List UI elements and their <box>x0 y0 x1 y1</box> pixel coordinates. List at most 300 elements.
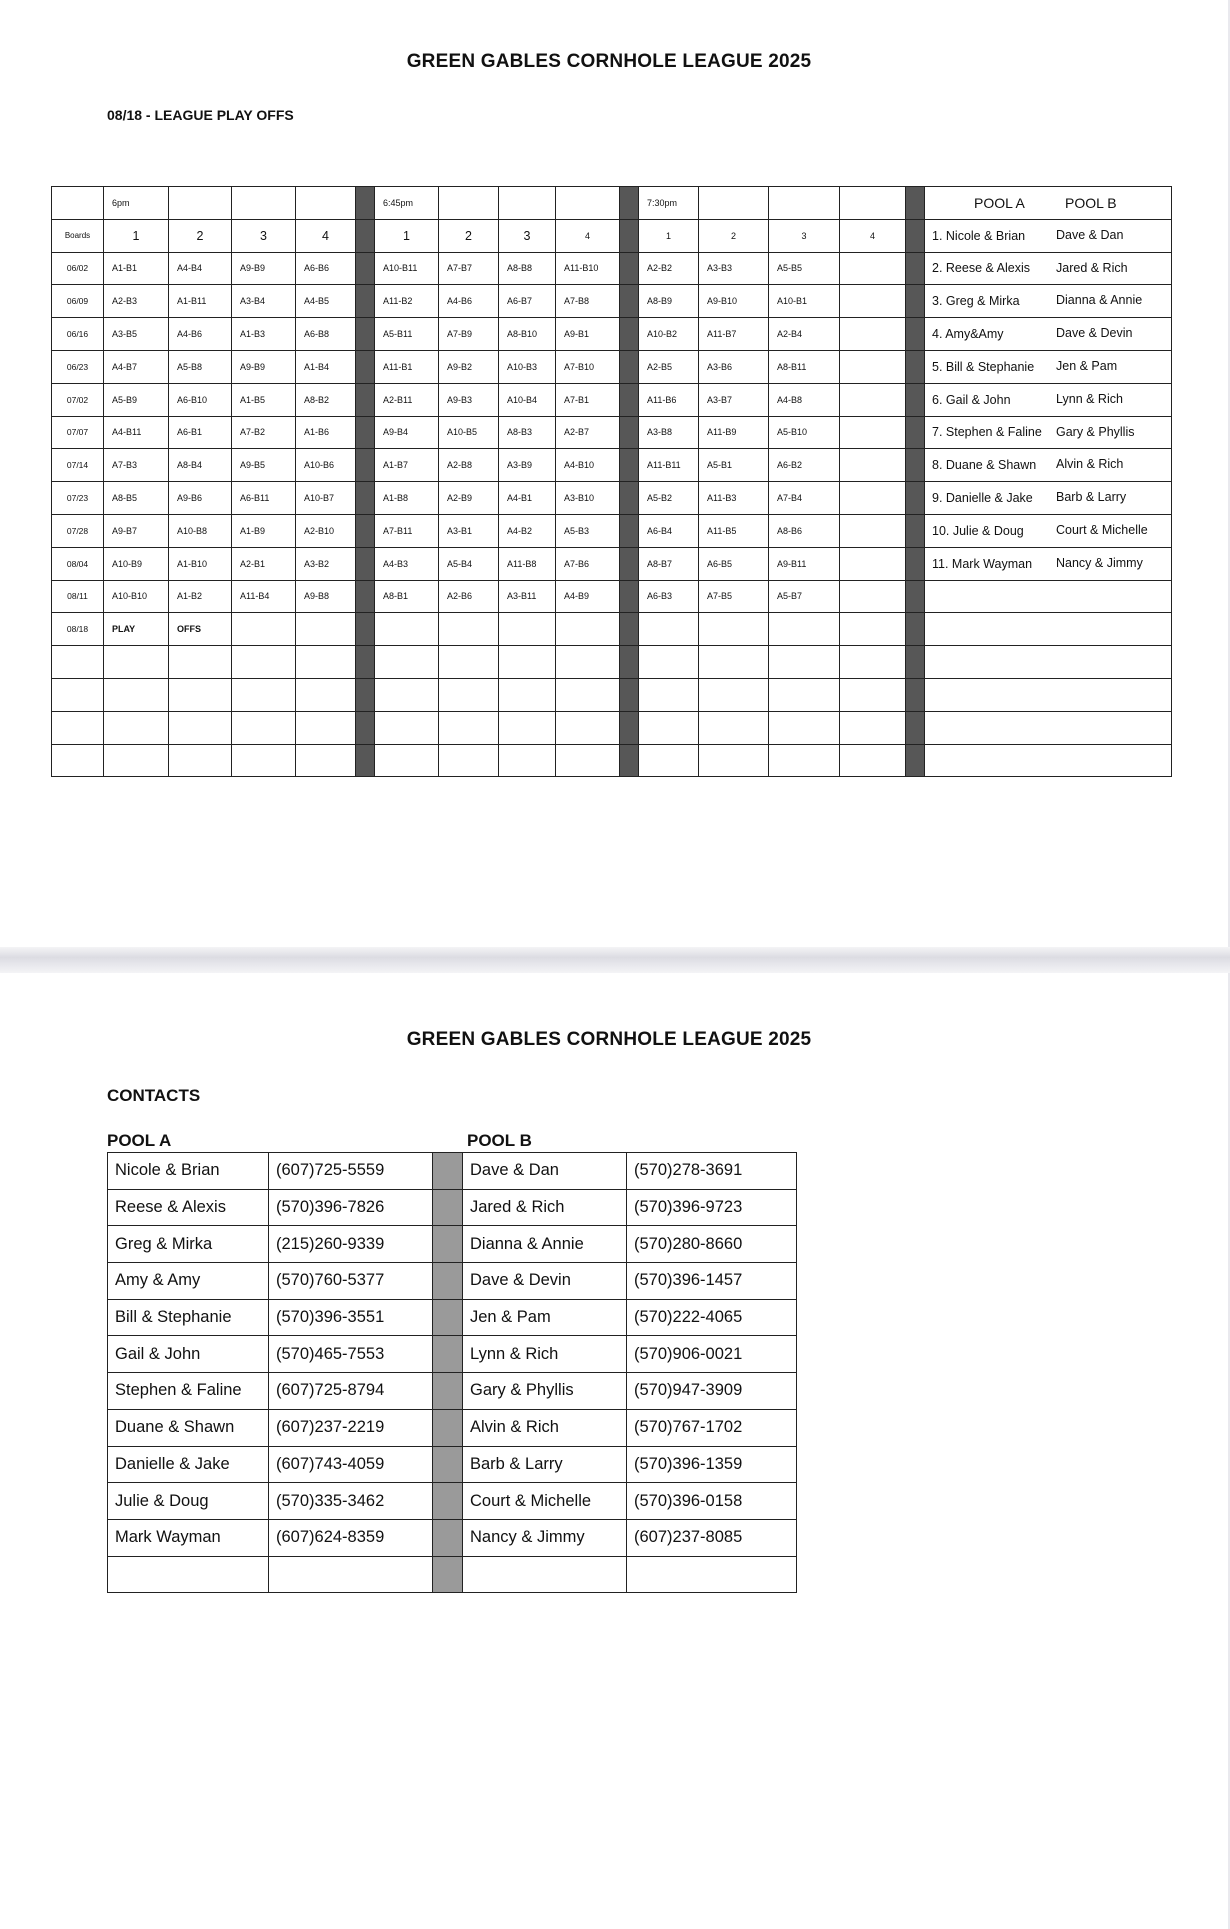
pool-a-header: POOL A <box>974 195 1025 211</box>
column-separator <box>433 1189 463 1226</box>
page-title: GREEN GABLES CORNHOLE LEAGUE 2025 <box>406 51 812 72</box>
pool-a-team: 9. Danielle & Jake <box>932 491 1033 506</box>
matchup-cell: A1-B5 <box>232 383 296 416</box>
blank-cell <box>296 187 356 220</box>
matchup-cell: A1-B4 <box>296 350 356 383</box>
pool-cell <box>925 449 1172 482</box>
matchup-cell: A4-B8 <box>769 383 840 416</box>
pool-b-team-name: Dave & Dan <box>463 1153 627 1190</box>
matchup-cell: A5-B10 <box>769 416 840 449</box>
matchup-cell <box>840 613 906 646</box>
pool-b-phone: (570)278-3691 <box>627 1153 797 1190</box>
blank-cell <box>499 646 556 679</box>
matchup-cell: A5-B8 <box>169 350 232 383</box>
matchup-cell: A10-B6 <box>296 449 356 482</box>
pool-cell <box>925 613 1172 646</box>
column-separator <box>356 383 375 416</box>
matchup-cell: A1-B6 <box>296 416 356 449</box>
matchup-cell: A6-B6 <box>296 252 356 285</box>
pool-b-team: Alvin & Rich <box>1056 457 1124 472</box>
board-number: 2 <box>699 219 769 252</box>
column-separator <box>906 219 925 252</box>
column-separator <box>356 318 375 351</box>
blank-cell <box>925 646 1172 679</box>
matchup-cell: A7-B11 <box>375 514 439 547</box>
schedule-row <box>52 416 1172 449</box>
blank-cell <box>169 187 232 220</box>
blank-cell <box>296 744 356 777</box>
board-number: 1 <box>104 219 169 252</box>
matchup-cell: A4-B10 <box>556 449 620 482</box>
matchup-cell: A3-B3 <box>699 252 769 285</box>
blank-cell <box>925 711 1172 744</box>
pool-a-team-name <box>108 1556 269 1593</box>
pool-a-phone: (607)725-8794 <box>269 1373 433 1410</box>
matchup-cell: A11-B9 <box>699 416 769 449</box>
pool-a-team: 2. Reese & Alexis <box>932 261 1030 276</box>
matchup-cell: A4-B9 <box>556 580 620 613</box>
column-separator <box>356 416 375 449</box>
matchup-cell: A9-B9 <box>232 252 296 285</box>
column-separator <box>620 318 639 351</box>
matchup-cell <box>439 613 499 646</box>
matchup-cell: A3-B10 <box>556 482 620 515</box>
blank-cell <box>232 711 296 744</box>
matchup-cell: A5-B5 <box>769 252 840 285</box>
date-cell: 06/23 <box>52 350 104 383</box>
pool-a-team-name: Nicole & Brian <box>108 1153 269 1190</box>
matchup-cell: A4-B11 <box>104 416 169 449</box>
blank-cell <box>556 744 620 777</box>
blank-cell <box>699 646 769 679</box>
pool-a-team: 10. Julie & Doug <box>932 523 1024 538</box>
matchup-cell: A9-B1 <box>556 318 620 351</box>
matchup-cell: A10-B7 <box>296 482 356 515</box>
column-separator <box>906 678 925 711</box>
blank-cell <box>439 678 499 711</box>
matchup-cell: A5-B11 <box>375 318 439 351</box>
matchup-cell: A5-B4 <box>439 547 499 580</box>
blank-cell <box>925 744 1172 777</box>
pool-b-phone: (570)396-1457 <box>627 1263 797 1300</box>
matchup-cell: A2-B7 <box>556 416 620 449</box>
schedule-row <box>52 482 1172 515</box>
schedule-row <box>52 613 1172 646</box>
pool-cell <box>925 547 1172 580</box>
pool-cell <box>925 514 1172 547</box>
pool-a-team-name: Duane & Shawn <box>108 1409 269 1446</box>
schedule-row <box>52 580 1172 613</box>
matchup-cell: A7-B8 <box>556 285 620 318</box>
matchup-cell <box>840 383 906 416</box>
pool-b-phone <box>627 1556 797 1593</box>
pool-b-team-name: Jared & Rich <box>463 1189 627 1226</box>
pool-a-team-name: Mark Wayman <box>108 1519 269 1556</box>
column-separator <box>356 646 375 679</box>
matchup-cell: A9-B4 <box>375 416 439 449</box>
schedule-row <box>52 547 1172 580</box>
blank-cell <box>925 678 1172 711</box>
matchup-cell: A2-B6 <box>439 580 499 613</box>
column-separator <box>356 482 375 515</box>
empty-row <box>52 646 1172 679</box>
blank-cell <box>375 711 439 744</box>
matchup-cell: A1-B8 <box>375 482 439 515</box>
pool-b-team-name <box>463 1556 627 1593</box>
matchup-cell: A11-B10 <box>556 252 620 285</box>
pool-b-team: Nancy & Jimmy <box>1056 555 1143 570</box>
pool-cell <box>925 350 1172 383</box>
blank-cell <box>499 711 556 744</box>
matchup-cell: A5-B2 <box>639 482 699 515</box>
column-separator <box>906 252 925 285</box>
pool-b-phone: (570)280-8660 <box>627 1226 797 1263</box>
blank-cell <box>52 187 104 220</box>
pool-b-heading: POOL B <box>467 1131 532 1150</box>
blank-cell <box>840 187 906 220</box>
blank-cell <box>639 646 699 679</box>
column-separator <box>906 449 925 482</box>
column-separator <box>433 1373 463 1410</box>
matchup-cell: A5-B9 <box>104 383 169 416</box>
column-separator <box>906 613 925 646</box>
date-cell: 06/02 <box>52 252 104 285</box>
column-separator <box>620 711 639 744</box>
pool-b-team-name: Lynn & Rich <box>463 1336 627 1373</box>
matchup-cell: A4-B3 <box>375 547 439 580</box>
matchup-cell: A9-B9 <box>232 350 296 383</box>
column-separator <box>433 1263 463 1300</box>
pool-b-team: Dave & Devin <box>1056 326 1133 341</box>
pool-cell <box>925 285 1172 318</box>
date-cell: 07/23 <box>52 482 104 515</box>
blank-cell <box>439 187 499 220</box>
pool-b-phone: (570)906-0021 <box>627 1336 797 1373</box>
matchup-cell: A1-B11 <box>169 285 232 318</box>
schedule-row <box>52 350 1172 383</box>
matchup-cell: A7-B5 <box>699 580 769 613</box>
pool-a-team-name: Danielle & Jake <box>108 1446 269 1483</box>
empty-row <box>52 678 1172 711</box>
matchup-cell: A4-B6 <box>439 285 499 318</box>
blank-cell <box>556 646 620 679</box>
blank-cell <box>439 646 499 679</box>
pool-a-phone: (607)624-8359 <box>269 1519 433 1556</box>
column-separator <box>433 1336 463 1373</box>
pool-a-phone: (570)396-3551 <box>269 1299 433 1336</box>
schedule-row <box>52 318 1172 351</box>
matchup-cell: A11-B7 <box>699 318 769 351</box>
pool-b-team-name: Nancy & Jimmy <box>463 1519 627 1556</box>
matchup-cell: A6-B1 <box>169 416 232 449</box>
pool-cell <box>925 219 1172 252</box>
pool-b-phone: (570)396-1359 <box>627 1446 797 1483</box>
matchup-cell: A2-B11 <box>375 383 439 416</box>
matchup-cell: A4-B4 <box>169 252 232 285</box>
matchup-cell: A11-B6 <box>639 383 699 416</box>
matchup-cell: A7-B7 <box>439 252 499 285</box>
blank-cell <box>556 678 620 711</box>
pool-b-phone: (570)396-9723 <box>627 1189 797 1226</box>
page-title: GREEN GABLES CORNHOLE LEAGUE 2025 <box>406 1029 812 1050</box>
pool-cell <box>925 383 1172 416</box>
pool-b-team: Jen & Pam <box>1056 358 1118 373</box>
time-slot-label: 6pm <box>104 187 169 220</box>
matchup-cell: A11-B8 <box>499 547 556 580</box>
pool-a-phone: (570)335-3462 <box>269 1483 433 1520</box>
blank-cell <box>232 678 296 711</box>
column-separator <box>620 514 639 547</box>
board-number: 3 <box>499 219 556 252</box>
board-number: 1 <box>639 219 699 252</box>
matchup-cell: A9-B5 <box>232 449 296 482</box>
matchup-cell: A9-B3 <box>439 383 499 416</box>
matchup-cell: A2-B1 <box>232 547 296 580</box>
matchup-cell: A9-B6 <box>169 482 232 515</box>
matchup-cell: A10-B1 <box>769 285 840 318</box>
column-separator <box>906 547 925 580</box>
blank-cell <box>639 744 699 777</box>
matchup-cell: A5-B7 <box>769 580 840 613</box>
blank-cell <box>52 678 104 711</box>
contact-row <box>108 1189 797 1226</box>
pool-b-team-name: Alvin & Rich <box>463 1409 627 1446</box>
matchup-cell: A11-B2 <box>375 285 439 318</box>
board-number: 2 <box>169 219 232 252</box>
matchup-cell <box>840 482 906 515</box>
column-separator <box>620 449 639 482</box>
matchup-cell: A4-B1 <box>499 482 556 515</box>
column-separator <box>356 350 375 383</box>
pool-cell <box>925 252 1172 285</box>
column-separator <box>906 383 925 416</box>
matchup-cell: A10-B10 <box>104 580 169 613</box>
matchup-cell: A2-B4 <box>769 318 840 351</box>
pool-a-team: 7. Stephen & Faline <box>932 425 1042 440</box>
column-separator <box>620 646 639 679</box>
blank-cell <box>375 678 439 711</box>
column-separator <box>620 744 639 777</box>
pool-cell <box>925 580 1172 613</box>
matchup-cell <box>232 613 296 646</box>
column-separator <box>356 514 375 547</box>
blank-cell <box>439 711 499 744</box>
blank-cell <box>169 646 232 679</box>
matchup-cell <box>699 613 769 646</box>
matchup-cell <box>840 547 906 580</box>
matchup-cell: A8-B5 <box>104 482 169 515</box>
matchup-cell: A7-B1 <box>556 383 620 416</box>
contact-row <box>108 1483 797 1520</box>
pool-b-team-name: Jen & Pam <box>463 1299 627 1336</box>
matchup-cell: A11-B3 <box>699 482 769 515</box>
pool-b-team-name: Barb & Larry <box>463 1446 627 1483</box>
date-cell: 07/14 <box>52 449 104 482</box>
matchup-cell: A9-B10 <box>699 285 769 318</box>
blank-cell <box>499 187 556 220</box>
matchup-cell: A2-B8 <box>439 449 499 482</box>
matchup-cell: A3-B5 <box>104 318 169 351</box>
blank-cell <box>699 711 769 744</box>
matchup-cell: A11-B1 <box>375 350 439 383</box>
pool-a-team: 11. Mark Wayman <box>932 556 1033 571</box>
pool-a-team: 1. Nicole & Brian <box>932 228 1026 243</box>
column-separator <box>356 678 375 711</box>
blank-cell <box>52 711 104 744</box>
matchup-cell: A10-B8 <box>169 514 232 547</box>
column-separator <box>356 744 375 777</box>
matchup-cell: A8-B1 <box>375 580 439 613</box>
matchup-cell: A8-B6 <box>769 514 840 547</box>
matchup-cell: A10-B4 <box>499 383 556 416</box>
blank-cell <box>769 711 840 744</box>
column-separator <box>620 252 639 285</box>
pool-a-team: 4. Amy&Amy <box>932 327 1004 342</box>
pool-header-cell <box>925 187 1172 220</box>
blank-cell <box>840 646 906 679</box>
pool-a-team: 8. Duane & Shawn <box>932 458 1037 473</box>
matchup-cell: A9-B8 <box>296 580 356 613</box>
pool-a-heading: POOL A <box>107 1131 172 1150</box>
blank-cell <box>699 744 769 777</box>
column-separator <box>906 711 925 744</box>
column-separator <box>356 711 375 744</box>
matchup-cell: A8-B4 <box>169 449 232 482</box>
column-separator <box>620 613 639 646</box>
matchup-cell <box>556 613 620 646</box>
blank-cell <box>556 711 620 744</box>
matchup-cell: A8-B10 <box>499 318 556 351</box>
column-separator <box>906 482 925 515</box>
matchup-cell: A10-B9 <box>104 547 169 580</box>
pool-b-phone: (570)222-4065 <box>627 1299 797 1336</box>
matchup-cell: A5-B1 <box>699 449 769 482</box>
column-separator <box>356 613 375 646</box>
blank-cell <box>232 187 296 220</box>
matchup-cell: A6-B2 <box>769 449 840 482</box>
matchup-cell: A10-B2 <box>639 318 699 351</box>
column-separator <box>433 1556 463 1593</box>
pool-b-team: Jared & Rich <box>1056 260 1128 275</box>
page-subtitle: 08/18 - LEAGUE PLAY OFFS <box>107 107 294 123</box>
matchup-cell: A1-B1 <box>104 252 169 285</box>
blank-cell <box>232 744 296 777</box>
column-separator <box>433 1226 463 1263</box>
pool-b-team: Gary & Phyllis <box>1056 424 1135 439</box>
blank-cell <box>840 711 906 744</box>
matchup-cell <box>840 514 906 547</box>
matchup-cell: A7-B4 <box>769 482 840 515</box>
date-cell: 06/16 <box>52 318 104 351</box>
contact-row <box>108 1446 797 1483</box>
matchup-cell: A7-B3 <box>104 449 169 482</box>
column-separator <box>906 187 925 220</box>
column-separator <box>356 219 375 252</box>
pool-b-team-name: Court & Michelle <box>463 1483 627 1520</box>
matchup-cell: A2-B3 <box>104 285 169 318</box>
pool-a-team-name: Julie & Doug <box>108 1483 269 1520</box>
matchup-cell: A9-B11 <box>769 547 840 580</box>
blank-cell <box>104 711 169 744</box>
blank-cell <box>232 646 296 679</box>
matchup-cell: A1-B7 <box>375 449 439 482</box>
blank-cell <box>840 744 906 777</box>
matchup-cell: A6-B7 <box>499 285 556 318</box>
column-separator <box>620 580 639 613</box>
empty-row <box>52 711 1172 744</box>
pool-cell <box>925 318 1172 351</box>
contacts-page <box>0 973 1228 1929</box>
pool-a-team-name: Amy & Amy <box>108 1263 269 1300</box>
pool-a-team-name: Bill & Stephanie <box>108 1299 269 1336</box>
matchup-cell: A5-B3 <box>556 514 620 547</box>
date-cell: 07/28 <box>52 514 104 547</box>
matchup-cell: A8-B11 <box>769 350 840 383</box>
matchup-cell: A8-B2 <box>296 383 356 416</box>
pool-a-phone: (570)760-5377 <box>269 1263 433 1300</box>
matchup-cell: A8-B9 <box>639 285 699 318</box>
matchup-cell: A1-B9 <box>232 514 296 547</box>
matchup-cell: A4-B6 <box>169 318 232 351</box>
column-separator <box>356 187 375 220</box>
matchup-cell: A6-B8 <box>296 318 356 351</box>
pool-cell <box>925 416 1172 449</box>
column-separator <box>906 744 925 777</box>
pool-a-phone: (607)725-5559 <box>269 1153 433 1190</box>
contact-row <box>108 1556 797 1593</box>
blank-cell <box>169 711 232 744</box>
column-separator <box>433 1519 463 1556</box>
pool-b-phone: (570)767-1702 <box>627 1409 797 1446</box>
blank-cell <box>840 678 906 711</box>
column-separator <box>620 219 639 252</box>
blank-cell <box>639 678 699 711</box>
pool-b-team: Dave & Dan <box>1056 227 1124 242</box>
matchup-cell <box>769 613 840 646</box>
column-separator <box>620 678 639 711</box>
matchup-cell <box>639 613 699 646</box>
column-separator <box>620 416 639 449</box>
matchup-cell: A9-B2 <box>439 350 499 383</box>
pool-a-phone: (607)237-2219 <box>269 1409 433 1446</box>
pool-b-team: Barb & Larry <box>1056 490 1127 505</box>
pool-a-team-name: Reese & Alexis <box>108 1189 269 1226</box>
blank-cell <box>769 187 840 220</box>
pool-a-team-name: Stephen & Faline <box>108 1373 269 1410</box>
column-separator <box>620 482 639 515</box>
matchup-cell <box>296 613 356 646</box>
pool-b-phone: (570)947-3909 <box>627 1373 797 1410</box>
matchup-cell: A6-B11 <box>232 482 296 515</box>
time-header-row <box>52 187 1172 220</box>
matchup-cell: A7-B9 <box>439 318 499 351</box>
blank-cell <box>769 744 840 777</box>
matchup-cell: PLAY <box>104 613 169 646</box>
date-cell: 07/02 <box>52 383 104 416</box>
boards-header-row <box>52 219 1172 252</box>
matchup-cell: A2-B9 <box>439 482 499 515</box>
column-separator <box>906 285 925 318</box>
empty-row <box>52 744 1172 777</box>
pool-a-phone: (607)743-4059 <box>269 1446 433 1483</box>
matchup-cell: A3-B11 <box>499 580 556 613</box>
matchup-cell: A6-B10 <box>169 383 232 416</box>
blank-cell <box>296 711 356 744</box>
pool-a-team: 5. Bill & Stephanie <box>932 359 1035 374</box>
matchup-cell: A2-B10 <box>296 514 356 547</box>
pool-b-team: Lynn & Rich <box>1056 391 1123 406</box>
date-cell: 08/18 <box>52 613 104 646</box>
